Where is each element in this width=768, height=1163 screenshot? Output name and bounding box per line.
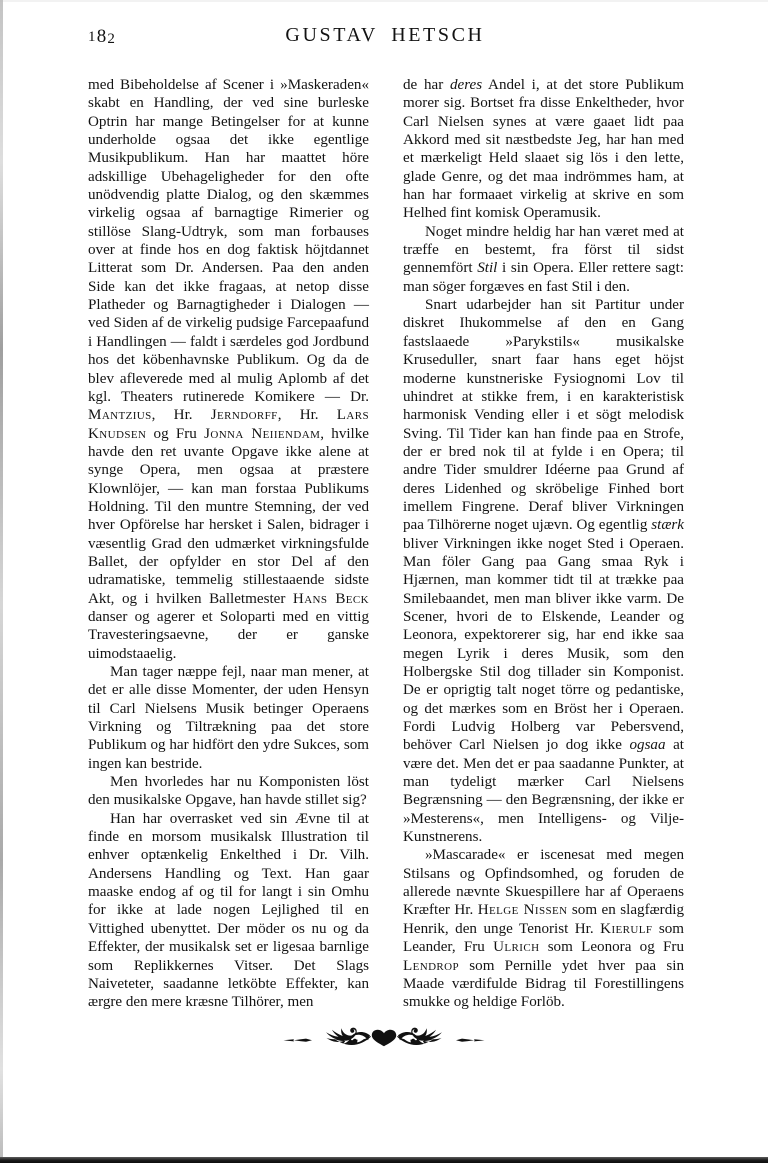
text-run: Andel i, at det store Publikum morer sig. Bortset fra disse Enkeltheder, hvor Carl Nielsen synes at være gaaet lidt paa Akkord med sit næstbedste Jeg, har han med et mærkeligt Held slaaet sig lös i den lette, glade Genre, og det maa indrömmes ham, at han har formaaet virkelig at skrive en som Helhed fint komisk Operamusik. <box>403 77 684 222</box>
text-run: de har <box>403 77 450 93</box>
text-run: i sin Opera. Eller rettere sagt: man söger forgæves en fast Stil i den. <box>403 260 684 295</box>
text-run: at være det. Men det er paa saadanne Punkter, at man tydeligt mærker Carl Nielsens Begrænsning — den Begrænsning, der ikke er »Mesterens«, men Intelligens- og Vilje-Kunstnerens. <box>403 737 684 846</box>
text-run: , Hr. <box>151 407 211 424</box>
paragraph <box>403 846 684 1011</box>
proper-name: Hans Beck <box>292 590 369 607</box>
text-run: danser og agerer et Soloparti med en vittig Travesteringsaevne, der er ganske uimodstaaelig. <box>88 608 369 662</box>
paragraph <box>403 223 684 296</box>
text-run: Noget mindre heldig har han været med at træffe en bestemt, fra först til sidst gennemfört <box>403 223 684 277</box>
paragraph <box>88 76 369 663</box>
text-run: »Mascarade« er iscenesat med megen Stilsans og Opfindsomhed, og foruden de allerede nævnte Skuespillere har af Operaens Kræfter Hr. <box>403 847 684 919</box>
scan-edge-top <box>0 0 768 2</box>
text-run: med Bibeholdelse af Scener i »Maskeraden« skabt en Handling, der ved sine burleske Optrin har mange Betingelser for at kunne underholde ogsaa det ikke egentlige Musikpublikum. Han har maattet höre adskillige Ubehageligheder for den ofte unödvendig platte Dialog, og den skæmmes virkelig ogsaa af barnagtige Rimerier og stillöse Slang-Udtryk, som man forbauses over at finde hos en dog faktisk höjtdannet Litterat som Dr. Andersen. Paa den anden Side kan det ikke fragaas, at netop disse Platheder og Barnagtigheder i Dialogen — ved Siden af de virkelig pudsige Farcepaafund i Handlingen — faldt i særdeles god Jordbund hos det köbenhavnske Publikum. Og da de blev afleverede med al mulig Aplomb af det kgl. Theaters rutinerede Komikere — Dr. <box>88 77 369 405</box>
body-text <box>88 76 684 1012</box>
proper-name: Lars Knudsen <box>88 407 370 442</box>
text-column-right <box>403 76 684 1012</box>
text-run: som Leander, Fru <box>403 920 684 956</box>
emphasis: ogsaa <box>629 737 666 754</box>
text-run: , hvilke havde den ret uvante Opgave ikke alene at synge Opera, men ogsaa at præstere Klownlöjer, — kan man forstaa Publikums Holdning. Til den muntre Stemning, der ved hver Opförelse har hersket i Salen, bidrager i væsentlig Grad den udmærket virkningsfulde Ballet, der opfylder en stor Del af den udramatiske, temmelig stillestaaende sidste Akt, og i hvilken Balletmester <box>88 425 370 607</box>
paragraph <box>88 773 369 810</box>
paragraph <box>88 810 369 1012</box>
tail-ornament <box>0 1024 768 1059</box>
text-run: , Hr. <box>277 407 337 424</box>
paragraph <box>88 663 369 773</box>
text-run: bliver Virkningen ikke noget Sted i Operaen. Man föler Gang paa Gang smaa Ryk i Hjærnen, man kommer tidt til at trække paa Smilebaandet, men man bliver ikke varm. De Scener, hvori de to Elskende, Leander og Leonora, expektorerer sig, har end ikke saa megen Lyrik i deres Musik, som den Holbergske Stil dog tillader sin Komponist. De er oprigtig talt noget törre og pedantiske, og det mærkes som en Bröst her i Operaen. Fordi Ludvig Holberg var Pebersvend, behöver Carl Nielsen jo dog ikke <box>403 535 684 754</box>
page-number-digit: 2 <box>107 31 117 47</box>
text-run: Man tager næppe fejl, naar man mener, at det er alle disse Momenter, der uden Hensyn til Carl Nielsens Musik betinger Operaens Virkning og Tiltrækning paa det store Publikum og har hidfört den ydre Sukces, som ingen kan bestride. <box>88 664 369 772</box>
proper-name: Lendrop <box>403 957 460 974</box>
scan-edge-bottom <box>0 1157 768 1163</box>
proper-name: Kierulf <box>600 920 653 937</box>
running-head <box>88 24 682 54</box>
paragraph <box>403 76 684 223</box>
emphasis: stærk <box>651 517 684 534</box>
paragraph <box>403 296 684 846</box>
scan-edge-left <box>0 0 3 1163</box>
text-run: Han har overrasket ved sin Ævne til at finde en morsom musikalsk Illustration til enhver optænkelig Enkelthed i Dr. Vilh. Andersens Handling og Text. Han gaar maaske endog af og til for langt i sin Omhu for ikke at lade nogen Lejlighed til en Vittighed ubenyttet. Der möder os nu og da Effekter, der musikalsk set er ligesaa barnlige som Replikkernes Vitser. Det Slags Naiveteter, saadanne letköbte Effekter, kan ærgre den mere kræsne Tilhörer, men <box>88 810 369 1011</box>
text-run: som Pernille ydet hver paa sin Maade værdifulde Bidrag til Forestillingens smukke og heldige Forlöb. <box>403 957 684 1011</box>
text-column-left <box>88 76 369 1012</box>
emphasis: Stil <box>477 260 498 277</box>
text-run: Snart udarbejder han sit Partitur under diskret Ihukommelse af den en Gang fastslaaede »Parykstils« musikalske Kruseduller, snart faar hans eget höjst moderne kunstneriske Fysiognomi Lov til uhindret at stikke frem, i en karakteristisk harmonisk Vending eller i et sögt melodisk Sving. Til Tider kan han finde paa en Strofe, der er bred nok til at fylde i en Opera; til andre Tider smuldrer Idéerne paa Grund af deres Lidenhed og skröbelige Finhed bort imellem Fingrene. Deraf bliver Virkningen paa Tilhörerne noget ujævn. Og egentlig <box>403 297 684 534</box>
proper-name: Jerndorff <box>210 407 278 424</box>
proper-name: Ulrich <box>493 939 540 956</box>
emphasis: deres <box>450 77 483 93</box>
page-number-digit: 8 <box>96 26 108 47</box>
text-run: og Fru <box>146 425 205 442</box>
proper-name: Helge Nissen <box>477 902 568 919</box>
page-number-digit: 1 <box>88 29 97 45</box>
text-run: Men hvorledes har nu Komponisten löst den musikalske Opgave, han havde stillet sig? <box>88 774 369 809</box>
text-run: som Leonora og Fru <box>539 939 684 956</box>
proper-name: Jonna Neiiendam <box>204 425 321 442</box>
proper-name: Mantzius <box>88 407 152 424</box>
running-title: GUSTAV HETSCH <box>285 24 485 46</box>
text-run: som en slagfærdig Henrik, den unge Tenorist Hr. <box>403 902 684 937</box>
